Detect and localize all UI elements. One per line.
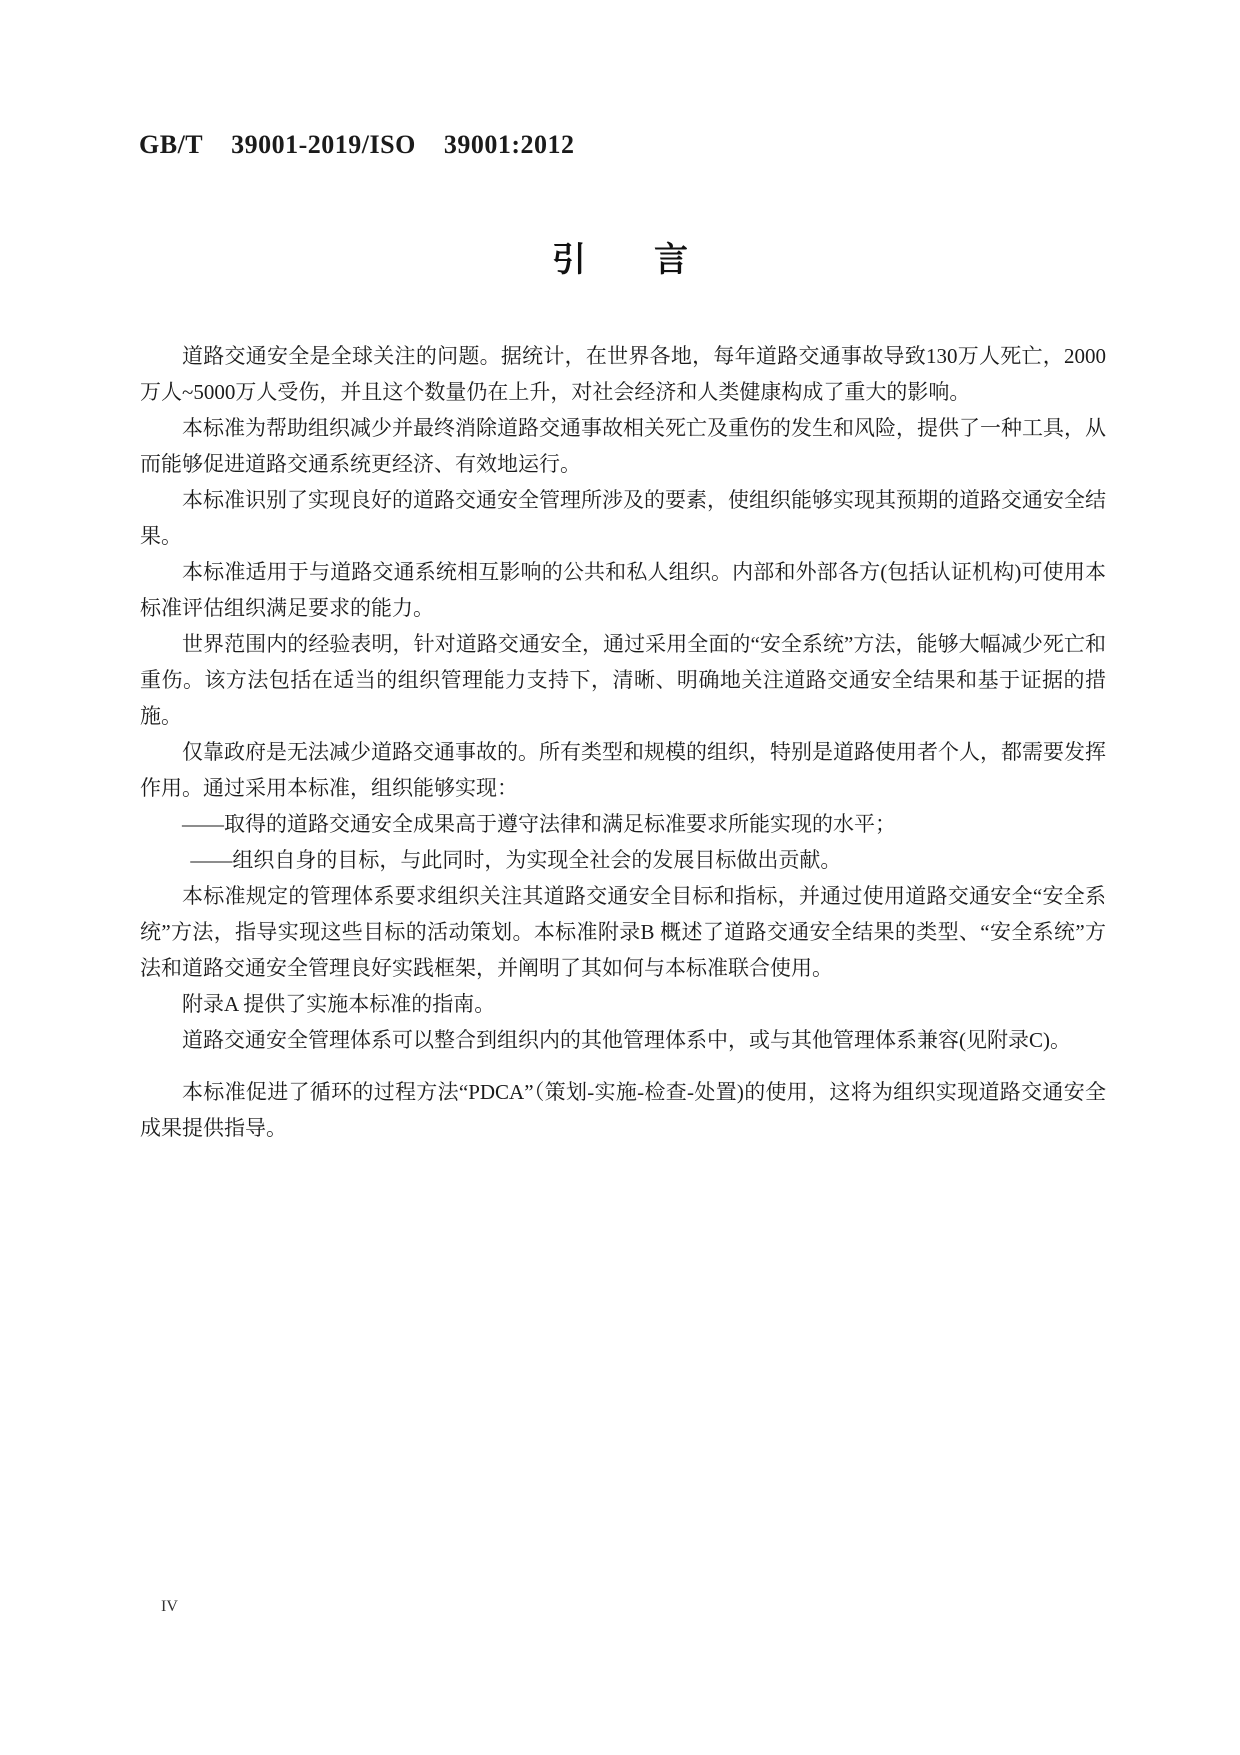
standard-code-number: 39001-2019/ISO: [231, 130, 416, 159]
paragraph: 道路交通安全管理体系可以整合到组织内的其他管理体系中，或与其他管理体系兼容(见附录C)。: [182, 1028, 1071, 1052]
paragraph: 本标准识别了实现良好的道路交通安全管理所涉及的要素，使组织能够实现其预期的道路交通安全结果。: [140, 488, 1106, 548]
paragraph: 本标准促进了循环的过程方法“PDCA”（策划-实施-检查-处置)的使用，这将为组织实现道路交通安全成果提供指导。: [140, 1080, 1106, 1140]
document-body: [140, 338, 1106, 1146]
paragraph: 本标准为帮助组织减少并最终消除道路交通事故相关死亡及重伤的发生和风险，提供了一种工具，从而能够促进道路交通系统更经济、有效地运行。: [140, 416, 1106, 476]
paragraph: 世界范围内的经验表明，针对道路交通安全，通过采用全面的“安全系统”方法，能够大幅减少死亡和重伤。该方法包括在适当的组织管理能力支持下，清晰、明确地关注道路交通安全结果和基于证据的措施。: [140, 632, 1106, 728]
paragraph: ——取得的道路交通安全成果高于遵守法律和满足标准要求所能实现的水平；: [182, 812, 896, 836]
standard-code-iso: 39001:2012: [443, 130, 575, 159]
paragraph: ——组织自身的目标，与此同时，为实现全社会的发展目标做出贡献。: [190, 848, 842, 872]
paragraph: 附录A 提供了实施本标准的指南。: [182, 992, 496, 1016]
paragraph: 本标准适用于与道路交通系统相互影响的公共和私人组织。内部和外部各方(包括认证机构)可使用本标准评估组织满足要求的能力。: [140, 560, 1106, 620]
page-number: IV: [161, 1598, 178, 1615]
paragraph: 仅靠政府是无法减少道路交通事故的。所有类型和规模的组织，特别是道路使用者个人，都需要发挥作用。通过采用本标准，组织能够实现：: [140, 740, 1106, 800]
paragraph: 本标准规定的管理体系要求组织关注其道路交通安全目标和指标，并通过使用道路交通安全“安全系统”方法，指导实现这些目标的活动策划。本标准附录B 概述了道路交通安全结果的类型、“安全系统”方法和道路交通安全管理良好实践框架，并阐明了其如何与本标准联合使用。: [140, 884, 1106, 980]
standard-code-header: [139, 130, 575, 160]
standard-code-prefix: GB/T: [139, 130, 204, 159]
page-title: 引 言: [552, 241, 688, 279]
paragraph: 道路交通安全是全球关注的问题。据统计，在世界各地，每年道路交通事故导致130万人死亡，2000万人~5000万人受伤，并且这个数量仍在上升，对社会经济和人类健康构成了重大的影响。: [140, 344, 1106, 404]
